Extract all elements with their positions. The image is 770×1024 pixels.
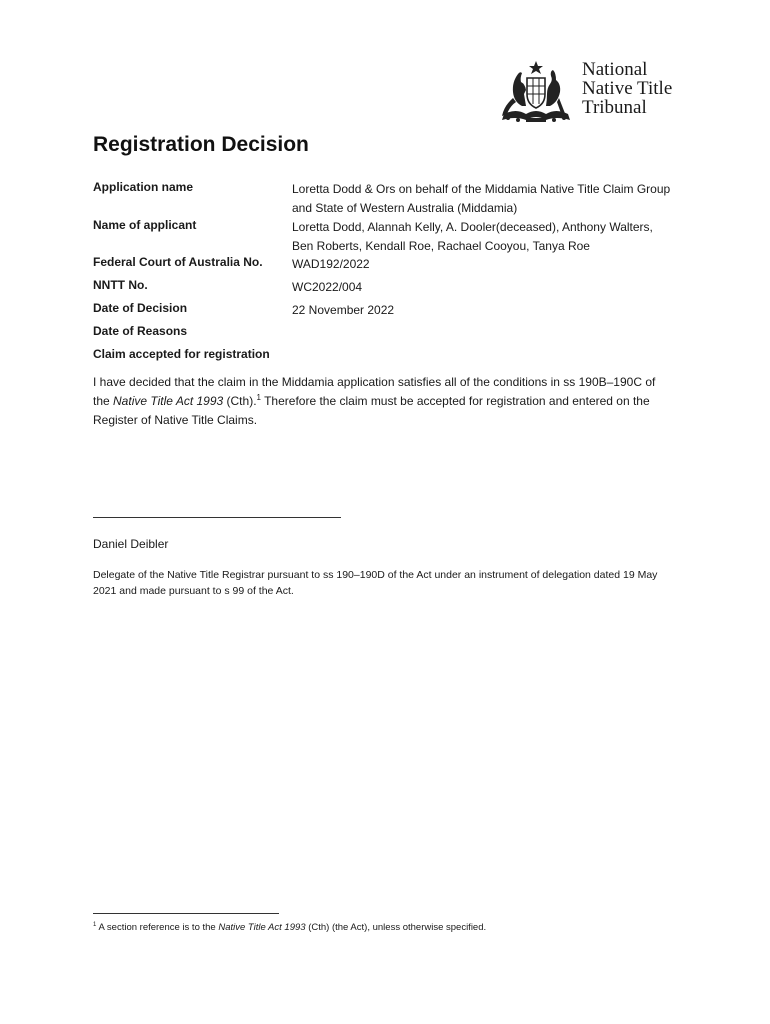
delegation-statement: Delegate of the Native Title Registrar pursuant to ss 190–190D of the Act under an instrument of delegation dated 19 May 2021 and made pursuant to s 99 of the Act.	[93, 569, 658, 597]
decision-text-end: Therefore the claim must be accepted for registration and entered on the Register of Native Title Claims.	[93, 394, 650, 427]
detail-label: Claim accepted for registration	[93, 347, 270, 361]
detail-label: Date of Reasons	[93, 324, 188, 338]
detail-row	[93, 180, 673, 218]
detail-row	[93, 301, 673, 324]
org-name-line-1: National	[582, 59, 648, 80]
detail-label: Name of applicant	[93, 218, 197, 232]
footnote-divider	[93, 913, 279, 914]
detail-row	[93, 324, 673, 347]
detail-label: Date of Decision	[93, 301, 188, 315]
decision-text-start: I have decided that the claim in the Middamia application satisfies all of the conditions in ss 190B–190C of the	[93, 375, 656, 408]
footnote-marker: 1	[93, 922, 97, 928]
detail-value: 22 November 2022	[292, 303, 395, 317]
footnote-reference[interactable]: 1	[256, 393, 261, 402]
detail-row	[93, 255, 673, 278]
details-table	[93, 180, 673, 370]
footnote-act-name: Native Title Act 1993	[218, 922, 306, 933]
org-name-line-3: Tribunal	[582, 97, 647, 118]
detail-value: Loretta Dodd, Alannah Kelly, A. Dooler(deceased), Anthony Walters, Ben Roberts, Kendall Roe, Rachael Cooyou, Tanya Roe	[292, 220, 653, 253]
coat-of-arms-icon	[496, 58, 576, 128]
decision-text-cth: (Cth).	[223, 394, 257, 408]
detail-row	[93, 218, 673, 255]
footnote-text-end: (Cth) (the Act), unless otherwise specified.	[305, 922, 487, 933]
detail-row	[93, 278, 673, 301]
decision-paragraph	[93, 373, 673, 430]
signature-line	[93, 517, 341, 518]
signatory-name: Daniel Deibler	[93, 537, 169, 551]
detail-label: NNTT No.	[93, 278, 148, 292]
detail-value: Loretta Dodd & Ors on behalf of the Middamia Native Title Claim Group and State of Western Australia (Middamia)	[292, 182, 671, 215]
footnote	[93, 922, 486, 933]
detail-label: Federal Court of Australia No.	[93, 255, 263, 269]
detail-label: Application name	[93, 180, 194, 194]
act-name: Native Title Act 1993	[113, 394, 224, 408]
nntt-logo	[496, 58, 696, 128]
detail-row	[93, 347, 673, 370]
footnote-text-start: A section reference is to the	[96, 922, 219, 933]
page-title: Registration Decision	[93, 133, 309, 156]
org-name-line-2: Native Title	[582, 78, 673, 99]
detail-value: WAD192/2022	[292, 257, 370, 271]
detail-value: WC2022/004	[292, 280, 363, 294]
organisation-name	[582, 60, 672, 117]
